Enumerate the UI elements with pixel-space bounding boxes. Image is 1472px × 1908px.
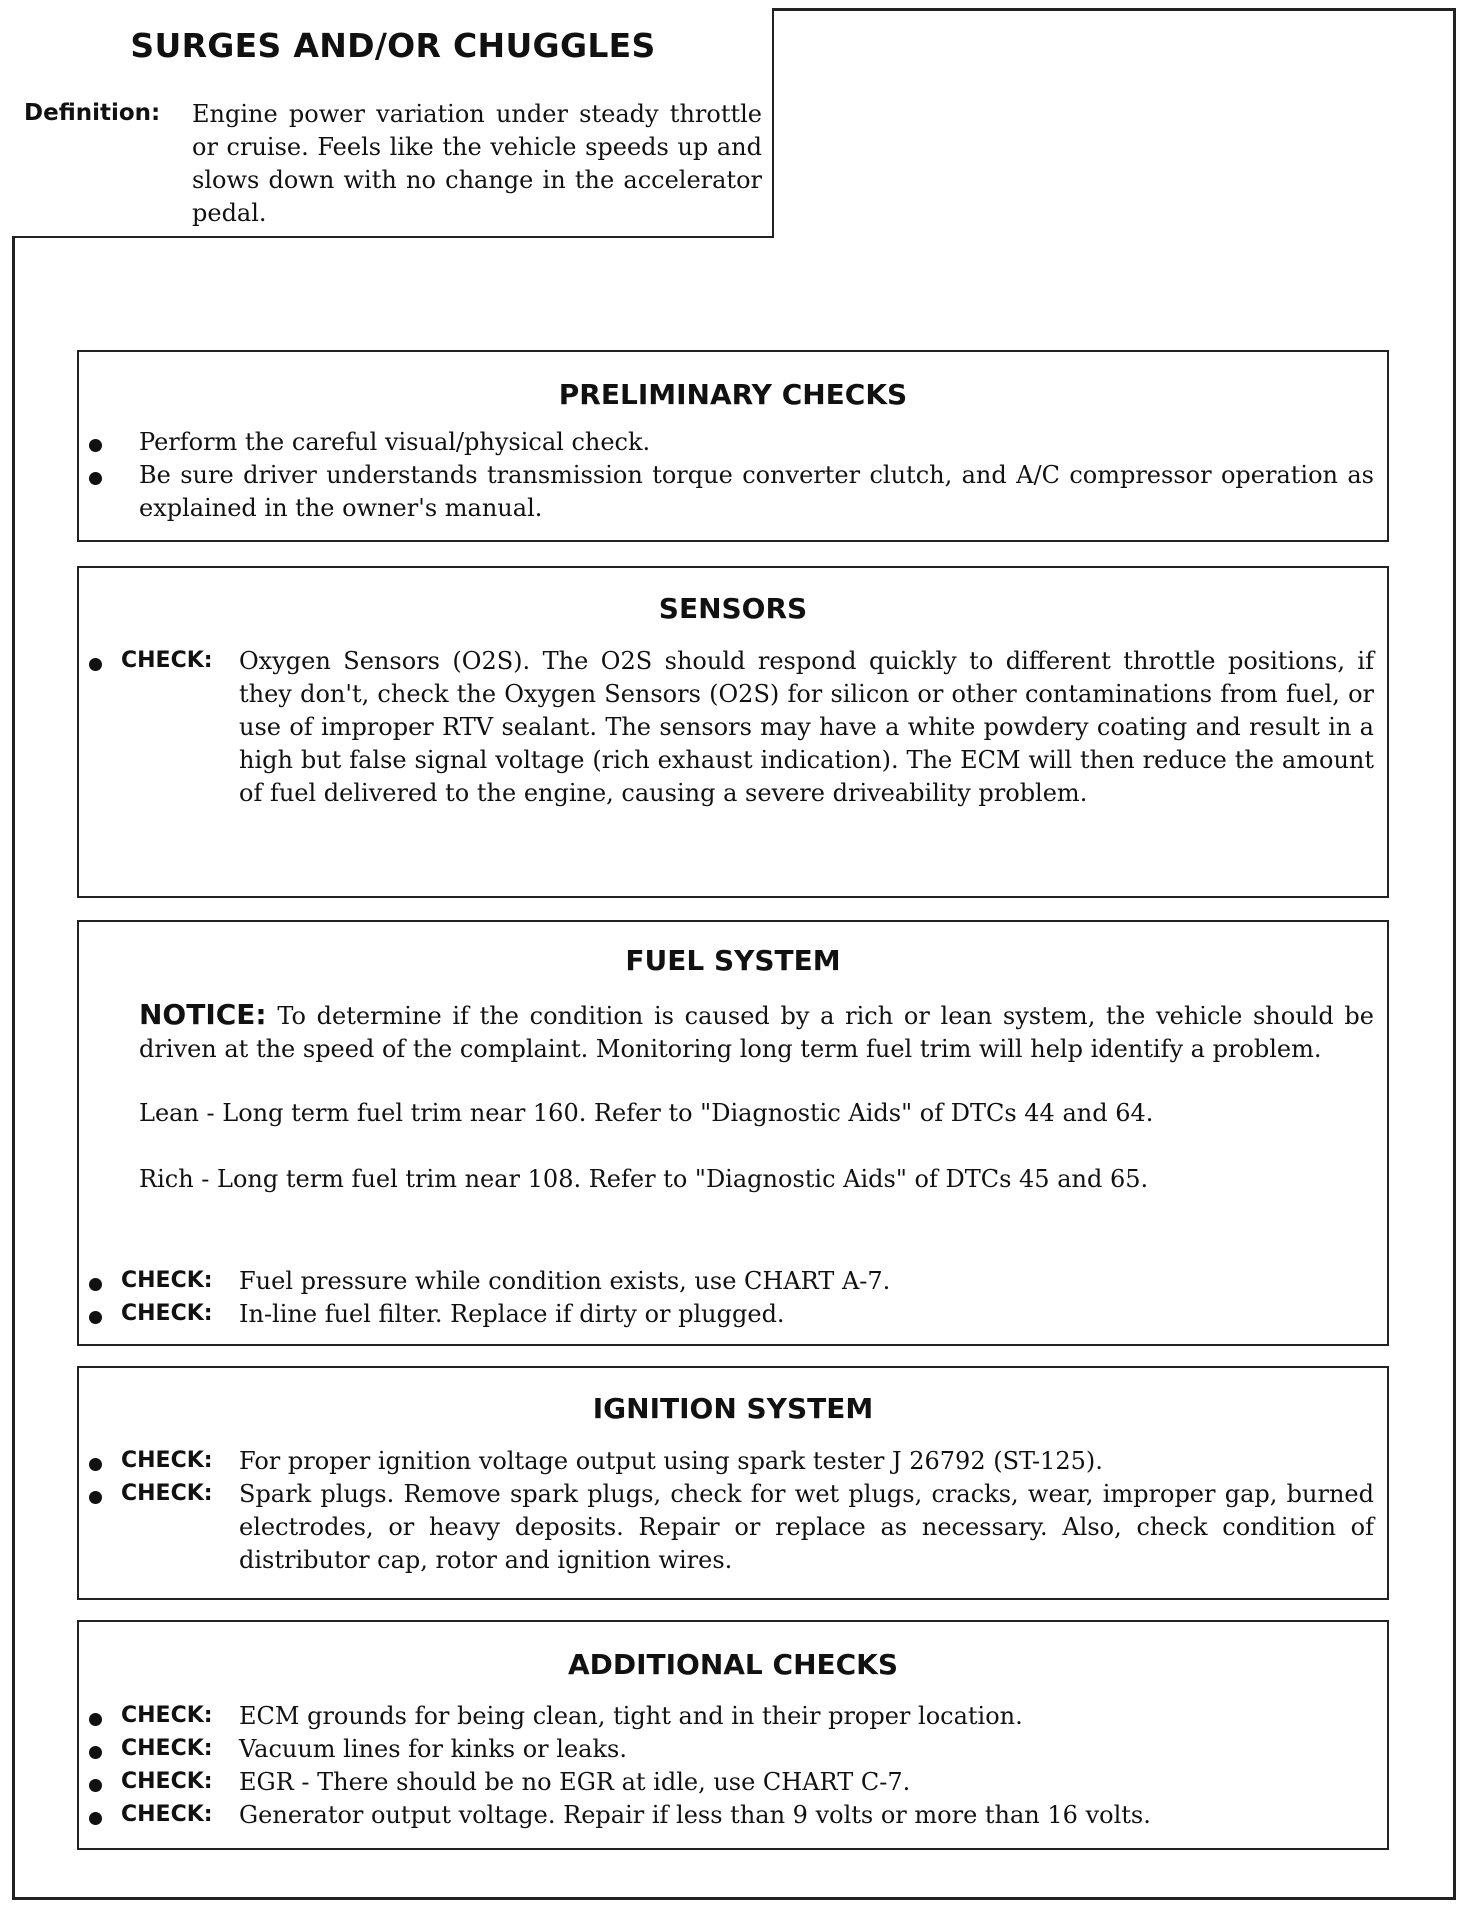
title-box: [12, 8, 774, 238]
ignition-check-item: Spark plugs. Remove spark plugs, check for wet plugs, cracks, wear, improper gap, burned electrodes, or heavy deposits. Repair or replace as necessary. Also, check condition of distributor cap, rotor and ignition wires.: [239, 1480, 1374, 1574]
definition-text: Engine power variation under steady throttle or cruise. Feels like the vehicle speeds up and slows down with no change in the accelerator pedal.: [192, 100, 762, 227]
check-label: CHECK:: [121, 1736, 213, 1761]
bullet-icon: [89, 1278, 102, 1291]
page-title: SURGES AND/OR CHUGGLES: [130, 26, 656, 65]
ignition-check-item: For proper ignition voltage output using spark tester J 26792 (ST-125).: [239, 1447, 1103, 1475]
additional-check-item: Generator output voltage. Repair if less than 9 volts or more than 16 volts.: [239, 1801, 1151, 1829]
fuel-check-item: Fuel pressure while condition exists, use CHART A-7.: [239, 1267, 891, 1295]
check-label: CHECK:: [121, 1448, 213, 1473]
section-title: SENSORS: [658, 592, 808, 625]
check-label: CHECK:: [121, 1802, 213, 1827]
check-label: CHECK:: [121, 648, 213, 673]
bullet-icon: [89, 1779, 102, 1792]
lean-text: Lean - Long term fuel trim near 160. Refer to "Diagnostic Aids" of DTCs 44 and 64.: [139, 1099, 1154, 1127]
fuel-notice: [139, 998, 1374, 1066]
section-title: PRELIMINARY CHECKS: [558, 378, 908, 411]
section-title: ADDITIONAL CHECKS: [567, 1648, 899, 1681]
fuel-check-item: In-line fuel filter. Replace if dirty or plugged.: [239, 1300, 785, 1328]
bullet-icon: [89, 1491, 102, 1504]
additional-check-item: ECM grounds for being clean, tight and in their proper location.: [239, 1702, 1023, 1730]
fuel-system-section: [77, 920, 1389, 1346]
additional-checks-section: [77, 1620, 1389, 1850]
bullet-icon: [89, 1311, 102, 1324]
bullet-icon: [89, 1458, 102, 1471]
notice-text: To determine if the condition is caused by a rich or lean system, the vehicle should be driven at the speed of the complaint. Monitoring long term fuel trim will help identify a problem.: [139, 1002, 1374, 1063]
sensors-check-text: Oxygen Sensors (O2S). The O2S should respond quickly to different throttle positions, if they don't, check the Oxygen Sensors (O2S) for silicon or other contaminations from fuel, or use of improper RTV sealant. The sensors may have a white powdery coating and result in a high but false signal voltage (rich exhaust indication). The ECM will then reduce the amount of fuel delivered to the engine, causing a severe driveability problem.: [239, 647, 1374, 807]
check-label: CHECK:: [121, 1481, 213, 1506]
bullet-icon: [89, 658, 102, 671]
bullet-icon: [89, 1746, 102, 1759]
bullet-icon: [89, 1812, 102, 1825]
preliminary-item: Be sure driver understands transmission torque converter clutch, and A/C compressor operation as explained in the owner's manual.: [139, 461, 1374, 522]
additional-check-item: Vacuum lines for kinks or leaks.: [239, 1735, 627, 1763]
check-label: CHECK:: [121, 1703, 213, 1728]
section-title: IGNITION SYSTEM: [592, 1392, 874, 1425]
notice-label: NOTICE:: [139, 998, 267, 1031]
preliminary-item: Perform the careful visual/physical check.: [139, 428, 651, 456]
bullet-icon: [89, 1713, 102, 1726]
check-label: CHECK:: [121, 1301, 213, 1326]
rich-text: Rich - Long term fuel trim near 108. Refer to "Diagnostic Aids" of DTCs 45 and 65.: [139, 1165, 1149, 1193]
ignition-system-section: [77, 1366, 1389, 1600]
preliminary-checks-section: [77, 350, 1389, 542]
check-label: CHECK:: [121, 1268, 213, 1293]
bullet-icon: [89, 439, 102, 452]
sensors-section: [77, 566, 1389, 898]
additional-check-item: EGR - There should be no EGR at idle, use CHART C-7.: [239, 1768, 911, 1796]
section-title: FUEL SYSTEM: [625, 944, 841, 977]
bullet-icon: [89, 472, 102, 485]
definition-label: Definition:: [24, 100, 161, 126]
check-label: CHECK:: [121, 1769, 213, 1794]
